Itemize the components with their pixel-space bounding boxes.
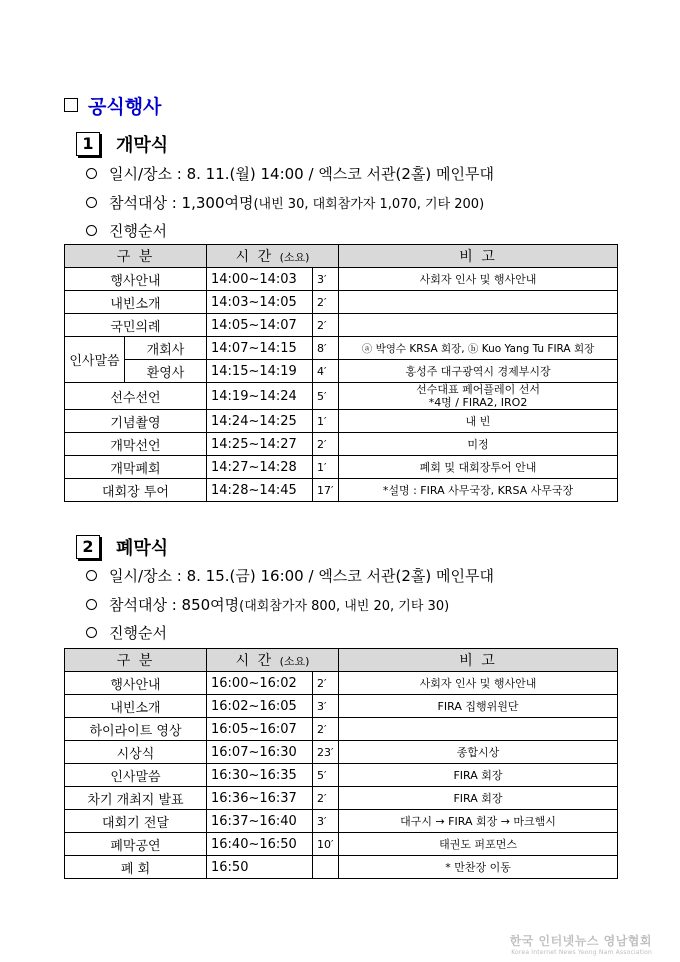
row-time: 14:05~14:07: [207, 314, 313, 337]
row-remarks: * 만찬장 이동: [339, 856, 618, 879]
row-time: 16:50: [207, 856, 313, 879]
row-time: 16:00~16:02: [207, 672, 313, 695]
header-remarks: 비 고: [339, 649, 618, 672]
row-category: 내빈소개: [65, 291, 207, 314]
row-time: 14:15~14:19: [207, 360, 313, 383]
row-duration: 2′: [313, 314, 339, 337]
circle-bullet-icon: [86, 599, 97, 610]
table-row: [65, 856, 618, 879]
row-time: 14:27~14:28: [207, 456, 313, 479]
table-row: [65, 695, 618, 718]
row-duration: 3′: [313, 810, 339, 833]
table-row: [65, 383, 618, 410]
opening-bullet-program: [86, 220, 167, 241]
header-category: 구 분: [65, 649, 207, 672]
circle-bullet-icon: [86, 197, 97, 208]
row-duration: 3′: [313, 695, 339, 718]
opening-schedule-table: [64, 244, 618, 502]
opening-bullet-attendees: [86, 192, 484, 213]
row-category: 시상식: [65, 741, 207, 764]
closing-schedule-table: [64, 648, 618, 879]
bullet-text: 진행순서: [109, 624, 167, 642]
bullet-text: 참석대상 : 1,300여명: [109, 194, 254, 212]
row-time: 16:40~16:50: [207, 833, 313, 856]
table-header-row: [65, 649, 618, 672]
row-duration: 5′: [313, 764, 339, 787]
row-duration: 4′: [313, 360, 339, 383]
circle-bullet-icon: [86, 168, 97, 179]
header-time-unit: (소요): [279, 655, 310, 668]
opening-section-title: [76, 131, 168, 157]
row-duration: 1′: [313, 410, 339, 433]
row-duration: 2′: [313, 433, 339, 456]
row-remarks: *설명 : FIRA 사무국장, KRSA 사무국장: [339, 479, 618, 502]
circle-bullet-icon: [86, 570, 97, 581]
table-row: [65, 787, 618, 810]
row-remarks: 사회자 인사 및 행사안내: [339, 672, 618, 695]
row-category: 선수선언: [65, 383, 207, 410]
closing-bullet-attendees: [86, 594, 449, 615]
row-duration: 2′: [313, 718, 339, 741]
header-time-unit: (소요): [279, 251, 310, 264]
row-remarks: [339, 383, 618, 410]
row-category: 개회사: [125, 337, 207, 360]
table-row: [65, 268, 618, 291]
header-time-text: 시 간: [235, 653, 274, 669]
table-header-row: [65, 245, 618, 268]
row-remarks: 종합시상: [339, 741, 618, 764]
row-category: 개막폐회: [65, 456, 207, 479]
row-remarks: 홍성주 대구광역시 경제부시장: [339, 360, 618, 383]
row-category: 기념촬영: [65, 410, 207, 433]
row-category: 차기 개최지 발표: [65, 787, 207, 810]
row-time: 16:30~16:35: [207, 764, 313, 787]
row-duration: 8′: [313, 337, 339, 360]
row-duration: 2′: [313, 787, 339, 810]
row-duration: 2′: [313, 672, 339, 695]
closing-bullet-datetime: [86, 565, 494, 586]
table-row: [65, 433, 618, 456]
closing-bullet-program: [86, 622, 167, 643]
row-time: 14:28~14:45: [207, 479, 313, 502]
remarks-line-1: 선수대표 페어플레이 선서: [416, 383, 540, 396]
table-row: [65, 479, 618, 502]
row-category: 행사안내: [65, 268, 207, 291]
row-category: 대회기 전달: [65, 810, 207, 833]
section-number-box: 2: [76, 535, 100, 559]
table-row: [65, 456, 618, 479]
row-time: 16:07~16:30: [207, 741, 313, 764]
row-remarks: FIRA 회장: [339, 764, 618, 787]
header-category: 구 분: [65, 245, 207, 268]
row-remarks: 대구시 → FIRA 회장 → 마크햄시: [339, 810, 618, 833]
closing-section-title: [76, 534, 168, 560]
row-duration: 5′: [313, 383, 339, 410]
table-row: [65, 360, 618, 383]
row-remarks: 태권도 퍼포먼스: [339, 833, 618, 856]
bullet-extra: (대회참가자 800, 내빈 20, 기타 30): [239, 599, 450, 614]
section-title-text: 개막식: [116, 135, 169, 156]
row-duration: 17′: [313, 479, 339, 502]
watermark-sub: Korea Internet News Yeong Nam Association: [511, 949, 652, 956]
row-time: 14:24~14:25: [207, 410, 313, 433]
watermark: [482, 932, 652, 956]
row-remarks: FIRA 집행위원단: [339, 695, 618, 718]
main-heading-text: 공식행사: [88, 96, 162, 118]
bullet-extra: (내빈 30, 대회참가자 1,070, 기타 200): [253, 197, 485, 212]
table-row: [65, 833, 618, 856]
row-category: 폐 회: [65, 856, 207, 879]
row-category: 국민의례: [65, 314, 207, 337]
row-remarks: [339, 291, 618, 314]
main-heading: [64, 92, 161, 119]
header-remarks: 비 고: [339, 245, 618, 268]
row-time: 14:25~14:27: [207, 433, 313, 456]
row-remarks: [339, 718, 618, 741]
watermark-main: 한국 인터넷뉴스 영남협회: [509, 934, 652, 948]
row-remarks: 내 빈: [339, 410, 618, 433]
row-remarks: 미정: [339, 433, 618, 456]
row-time: 14:07~14:15: [207, 337, 313, 360]
row-category: 대회장 투어: [65, 479, 207, 502]
bullet-text: 진행순서: [109, 222, 167, 240]
table-row: [65, 764, 618, 787]
opening-bullet-datetime: [86, 163, 494, 184]
row-remarks: [339, 314, 618, 337]
bullet-text: 일시/장소 : 8. 11.(월) 14:00 / 엑스코 서관(2홀) 메인무대: [109, 165, 495, 183]
row-remarks: 사회자 인사 및 행사안내: [339, 268, 618, 291]
row-category: 행사안내: [65, 672, 207, 695]
row-remarks: FIRA 회장: [339, 787, 618, 810]
row-duration: 1′: [313, 456, 339, 479]
row-time: 16:02~16:05: [207, 695, 313, 718]
bullet-text: 일시/장소 : 8. 15.(금) 16:00 / 엑스코 서관(2홀) 메인무대: [109, 567, 495, 585]
row-category: 인사말씀: [65, 764, 207, 787]
table-row: [65, 291, 618, 314]
row-time: 16:36~16:37: [207, 787, 313, 810]
bullet-text: 참석대상 : 850여명: [109, 596, 240, 614]
table-row: [65, 741, 618, 764]
circle-bullet-icon: [86, 627, 97, 638]
row-category: 하이라이트 영상: [65, 718, 207, 741]
table-row: [65, 410, 618, 433]
table-row: [65, 718, 618, 741]
table-row: [65, 337, 618, 360]
row-time: 16:37~16:40: [207, 810, 313, 833]
table-row: [65, 672, 618, 695]
row-time: 16:05~16:07: [207, 718, 313, 741]
row-time: 14:00~14:03: [207, 268, 313, 291]
section-title-text: 폐막식: [116, 538, 169, 559]
checkbox-square-icon: [64, 98, 78, 112]
row-duration: [313, 856, 339, 879]
section-number-box: 1: [76, 132, 100, 156]
header-time: [207, 649, 339, 672]
row-duration: 23′: [313, 741, 339, 764]
row-group: 인사말씀: [65, 337, 125, 383]
row-category: 내빈소개: [65, 695, 207, 718]
row-time: 14:19~14:24: [207, 383, 313, 410]
row-remarks: ⓐ 박영수 KRSA 회장, ⓑ Kuo Yang Tu FIRA 회장: [339, 337, 618, 360]
row-duration: 10′: [313, 833, 339, 856]
header-time-text: 시 간: [235, 249, 274, 265]
header-time: [207, 245, 339, 268]
row-category: 폐막공연: [65, 833, 207, 856]
table-row: [65, 810, 618, 833]
row-remarks: 폐회 및 대회장투어 안내: [339, 456, 618, 479]
row-duration: 3′: [313, 268, 339, 291]
row-category: 개막선언: [65, 433, 207, 456]
row-time: 14:03~14:05: [207, 291, 313, 314]
row-duration: 2′: [313, 291, 339, 314]
row-category: 환영사: [125, 360, 207, 383]
remarks-line-2: *4명 / FIRA2, IRO2: [428, 396, 528, 409]
circle-bullet-icon: [86, 225, 97, 236]
table-row: [65, 314, 618, 337]
